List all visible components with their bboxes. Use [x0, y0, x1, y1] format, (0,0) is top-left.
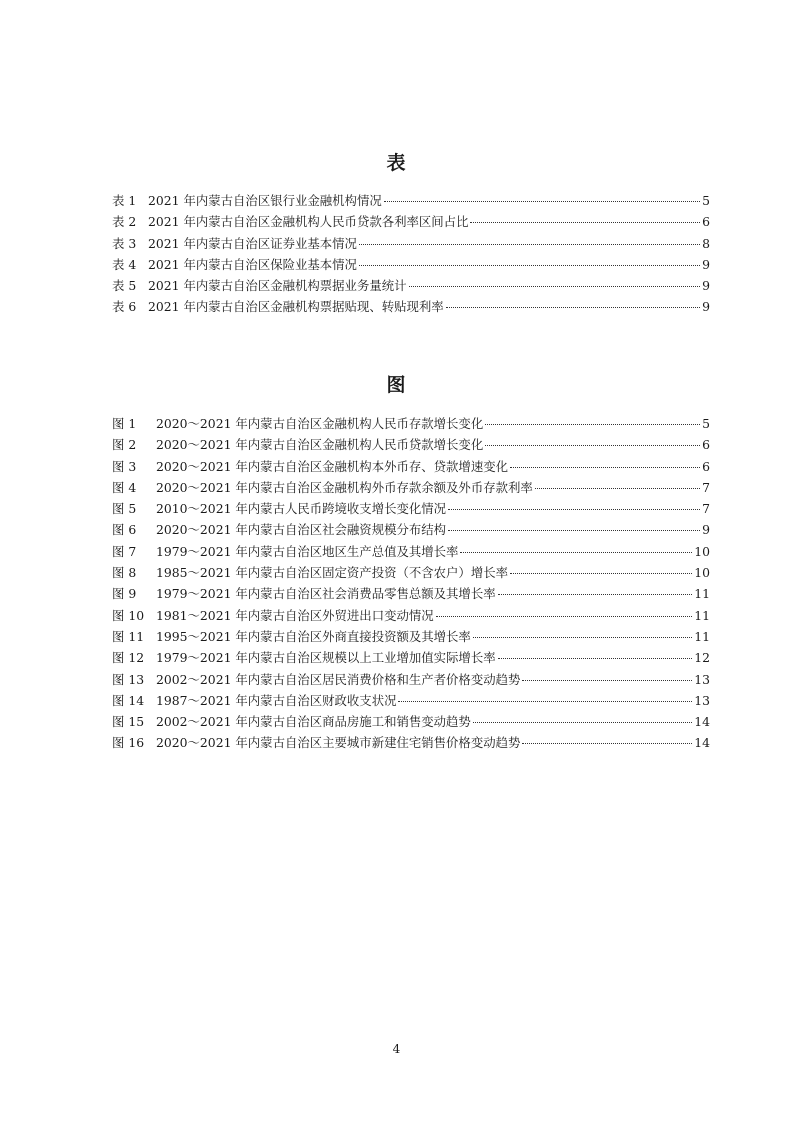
- toc-entry-title: [112, 434, 483, 455]
- toc-entry-text: 2020～2021 年内蒙古自治区金融机构人民币存款增长变化: [156, 416, 484, 431]
- toc-entry-label: 图 2: [112, 437, 137, 453]
- dot-leader: [510, 467, 700, 468]
- dot-leader: [384, 201, 700, 202]
- toc-entry-page: 13: [694, 692, 710, 708]
- dot-leader: [473, 637, 692, 638]
- toc-entry-text: 2021 年内蒙古自治区银行业金融机构情况: [148, 193, 382, 208]
- toc-entry-title: [112, 498, 446, 519]
- toc-entry-label: 表 2: [112, 214, 137, 230]
- toc-entry-page: 9: [702, 522, 710, 538]
- toc-entry[interactable]: [112, 562, 710, 583]
- toc-entry[interactable]: [112, 456, 710, 477]
- dot-leader: [522, 743, 692, 744]
- toc-entry[interactable]: [112, 647, 710, 668]
- toc-entry-page: 7: [702, 501, 710, 517]
- toc-entry-title: [112, 477, 533, 498]
- dot-leader: [535, 488, 700, 489]
- toc-entry-text: 2021 年内蒙古自治区证券业基本情况: [148, 235, 357, 251]
- toc-entry-text: 1995～2021 年内蒙古自治区外商直接投资额及其增长率: [156, 628, 471, 644]
- toc-entry-title: [112, 456, 508, 477]
- toc-entry[interactable]: [112, 254, 710, 275]
- dot-leader: [460, 552, 692, 553]
- dot-leader: [448, 509, 700, 510]
- toc-entry-title: [112, 190, 382, 211]
- toc-entry-label: 表 6: [112, 299, 137, 315]
- toc-entry-label: 图 9: [112, 586, 137, 602]
- toc-entry-title: [112, 519, 446, 540]
- toc-entry[interactable]: [112, 434, 710, 455]
- tables-list: [112, 190, 710, 318]
- toc-entry-text: 1979～2021 年内蒙古自治区规模以上工业增加值实际增长率: [156, 650, 496, 666]
- toc-entry[interactable]: [112, 583, 710, 604]
- dot-leader: [498, 658, 693, 659]
- toc-entry-page: 12: [694, 650, 710, 666]
- dot-leader: [409, 286, 701, 287]
- toc-entry[interactable]: [112, 626, 710, 647]
- toc-entry-title: [112, 562, 508, 583]
- toc-entry-text: 2002～2021 年内蒙古自治区居民消费价格和生产者价格变动趋势: [156, 671, 521, 687]
- toc-entry-text: 1981～2021 年内蒙古自治区外贸进出口变动情况: [156, 607, 434, 623]
- toc-entry-text: 2010～2021 年内蒙古人民币跨境收支增长变化情况: [156, 501, 447, 517]
- toc-entry-text: 2020～2021 年内蒙古自治区金融机构人民币贷款增长变化: [156, 437, 484, 453]
- dot-leader: [359, 244, 700, 245]
- toc-entry-text: 2020～2021 年内蒙古自治区金融机构本外币存、贷款增速变化: [156, 458, 508, 474]
- toc-entry-page: 5: [702, 193, 710, 208]
- toc-entry-label: 图 4: [112, 479, 137, 495]
- toc-entry-label: 表 1: [112, 193, 137, 208]
- dot-leader: [510, 573, 692, 574]
- toc-entry-label: 图 3: [112, 458, 137, 474]
- toc-entry-title: [112, 669, 520, 690]
- toc-entry-title: [112, 413, 483, 434]
- toc-entry-page: 10: [694, 565, 710, 581]
- toc-entry-title: [112, 296, 444, 317]
- toc-entry-page: 11: [694, 586, 710, 602]
- toc-entry-label: 图 6: [112, 522, 137, 538]
- toc-entry-label: 图 13: [112, 671, 145, 687]
- toc-entry-page: 14: [694, 714, 710, 730]
- toc-entry-label: 图 8: [112, 565, 137, 581]
- toc-entry-title: [112, 254, 357, 275]
- toc-entry-page: 10: [694, 543, 710, 559]
- toc-entry-text: 2020～2021 年内蒙古自治区金融机构外币存款余额及外币存款利率: [156, 479, 533, 495]
- dot-leader: [448, 530, 700, 531]
- toc-entry-label: 表 5: [112, 278, 137, 294]
- toc-entry-title: [112, 211, 468, 232]
- toc-entry-title: [112, 711, 471, 732]
- dot-leader: [436, 616, 693, 617]
- toc-entry-page: 11: [694, 628, 710, 644]
- toc-entry[interactable]: [112, 233, 710, 254]
- toc-entry-text: 1987～2021 年内蒙古自治区财政收支状况: [156, 692, 397, 708]
- toc-entry-label: 图 5: [112, 501, 137, 517]
- dot-leader: [473, 722, 692, 723]
- toc-entry-text: 2002～2021 年内蒙古自治区商品房施工和销售变动趋势: [156, 714, 471, 730]
- toc-entry[interactable]: [112, 413, 710, 434]
- dot-leader: [446, 307, 700, 308]
- toc-entry-title: [112, 605, 434, 626]
- toc-entry[interactable]: [112, 498, 710, 519]
- toc-entry[interactable]: [112, 541, 710, 562]
- toc-entry-page: 9: [702, 278, 710, 294]
- dot-leader: [498, 594, 693, 595]
- toc-entry-text: 2021 年内蒙古自治区金融机构票据贴现、转贴现利率: [148, 299, 444, 315]
- toc-entry[interactable]: [112, 669, 710, 690]
- toc-entry[interactable]: [112, 275, 710, 296]
- toc-entry-label: 图 14: [112, 692, 145, 708]
- toc-entry-label: 图 7: [112, 543, 137, 559]
- toc-entry-page: 13: [694, 671, 710, 687]
- toc-entry-label: 表 3: [112, 235, 137, 251]
- toc-entry-title: [112, 690, 396, 711]
- toc-entry-page: 8: [702, 235, 710, 251]
- toc-entry[interactable]: [112, 477, 710, 498]
- toc-entry-label: 图 15: [112, 714, 145, 730]
- toc-entry-label: 图 1: [112, 416, 137, 431]
- toc-entry-label: 表 4: [112, 256, 137, 272]
- toc-entry-label: 图 10: [112, 607, 145, 623]
- toc-entry-page: 9: [702, 256, 710, 272]
- toc-entry-label: 图 12: [112, 650, 145, 666]
- toc-entry-title: [112, 626, 471, 647]
- toc-entry[interactable]: [112, 732, 710, 753]
- figures-list: [112, 413, 710, 754]
- toc-entry[interactable]: [112, 211, 710, 232]
- toc-entry-page: 7: [702, 479, 710, 495]
- toc-entry[interactable]: [112, 519, 710, 540]
- tables-section-title: 表: [386, 152, 407, 174]
- toc-entry-label: 图 16: [112, 735, 145, 751]
- toc-entry[interactable]: [112, 296, 710, 317]
- toc-entry-text: 1979～2021 年内蒙古自治区地区生产总值及其增长率: [156, 543, 459, 559]
- toc-entry-page: 6: [702, 214, 710, 230]
- dot-leader: [485, 424, 700, 425]
- toc-entry[interactable]: [112, 190, 710, 211]
- dot-leader: [470, 222, 700, 223]
- toc-entry-text: 2021 年内蒙古自治区金融机构人民币贷款各利率区间占比: [148, 214, 469, 230]
- dot-leader: [398, 701, 692, 702]
- toc-entry-title: [112, 541, 458, 562]
- toc-entry-text: 2020～2021 年内蒙古自治区主要城市新建住宅销售价格变动趋势: [156, 735, 521, 751]
- toc-entry-page: 6: [702, 458, 710, 474]
- toc-entry[interactable]: [112, 711, 710, 732]
- toc-entry[interactable]: [112, 690, 710, 711]
- figures-section-title: 图: [386, 374, 407, 396]
- toc-entry-page: 9: [702, 299, 710, 315]
- toc-entry[interactable]: [112, 605, 710, 626]
- toc-entry-title: [112, 275, 407, 296]
- toc-entry-title: [112, 233, 357, 254]
- page-number: 4: [392, 1042, 401, 1056]
- toc-entry-page: 5: [702, 416, 710, 431]
- dot-leader: [522, 680, 692, 681]
- dot-leader: [485, 445, 700, 446]
- toc-entry-title: [112, 732, 520, 753]
- toc-entry-page: 14: [694, 735, 710, 751]
- toc-entry-text: 2021 年内蒙古自治区金融机构票据业务量统计: [148, 278, 407, 294]
- dot-leader: [359, 265, 700, 266]
- toc-entry-label: 图 11: [112, 628, 145, 644]
- toc-entry-page: 6: [702, 437, 710, 453]
- toc-entry-text: 2021 年内蒙古自治区保险业基本情况: [148, 256, 357, 272]
- toc-entry-title: [112, 583, 496, 604]
- toc-entry-page: 11: [694, 607, 710, 623]
- toc-entry-text: 1979～2021 年内蒙古自治区社会消费品零售总额及其增长率: [156, 586, 496, 602]
- toc-entry-title: [112, 647, 496, 668]
- toc-entry-text: 1985～2021 年内蒙古自治区固定资产投资（不含农户）增长率: [156, 565, 508, 581]
- toc-entry-text: 2020～2021 年内蒙古自治区社会融资规模分布结构: [156, 522, 447, 538]
